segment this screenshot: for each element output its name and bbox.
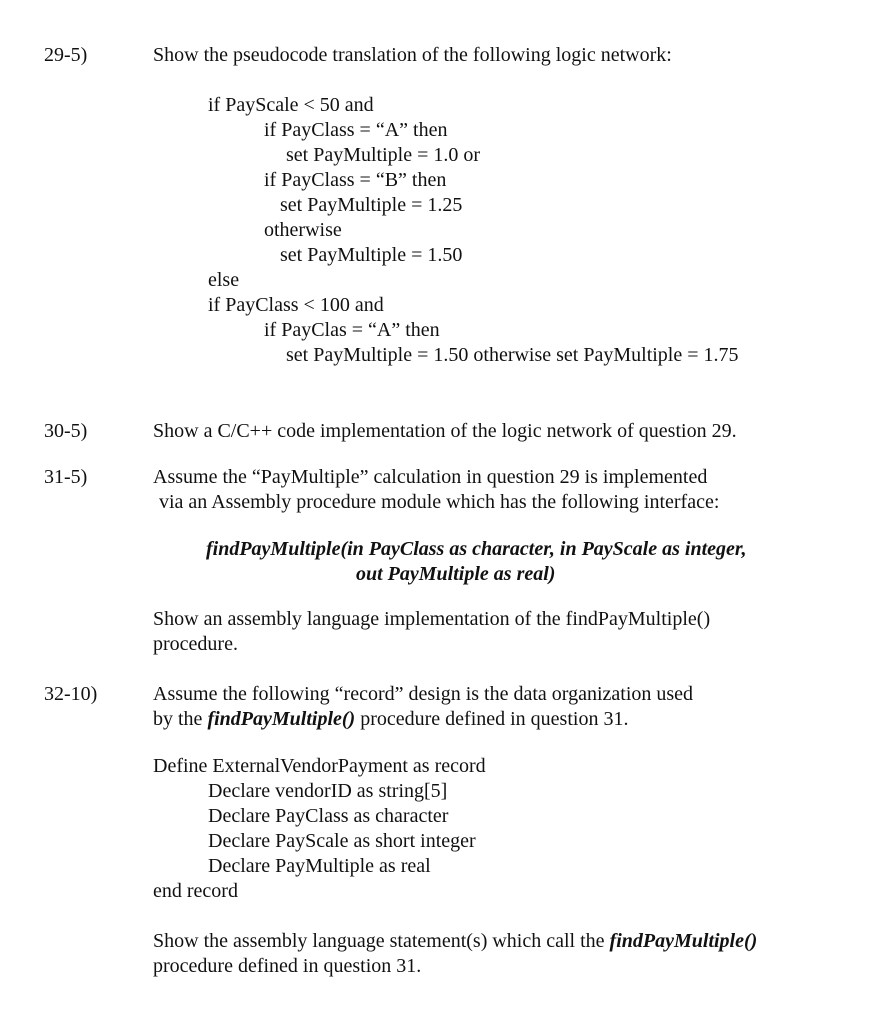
interface-signature-line: findPayMultiple(in PayClass as character, in PayScale as integer, — [206, 538, 747, 560]
question-31-prompt-line: Assume the “PayMultiple” calculation in question 29 is implemented — [153, 466, 708, 488]
record-line: Declare PayClass as character — [208, 805, 449, 827]
question-29-prompt: Show the pseudocode translation of the following logic network: — [153, 44, 672, 66]
pseudocode-line: if PayClas = “A” then — [264, 319, 440, 341]
pseudocode-line: otherwise — [264, 219, 342, 241]
pseudocode-line: if PayClass = “B” then — [264, 169, 447, 191]
question-31-task-line: procedure. — [153, 633, 238, 655]
pseudocode-line: set PayMultiple = 1.0 or — [286, 144, 481, 166]
pseudocode-line: else — [208, 269, 240, 291]
record-line: Declare PayMultiple as real — [208, 855, 431, 877]
question-31-number: 31-5) — [44, 466, 88, 488]
pseudocode-line: if PayScale < 50 and — [208, 94, 374, 116]
record-line: Define ExternalVendorPayment as record — [153, 755, 486, 777]
question-32-prompt-line: Assume the following “record” design is the data organization used — [153, 683, 694, 705]
question-32-number: 32-10) — [44, 683, 98, 705]
question-31-prompt-line: via an Assembly procedure module which has the following interface: — [159, 491, 720, 513]
task-text: Show the assembly language statement(s) which call the — [153, 930, 610, 952]
record-line: Declare vendorID as string[5] — [208, 780, 448, 802]
question-31-task-line: Show an assembly language implementation of the findPayMultiple() — [153, 608, 711, 630]
question-30-prompt: Show a C/C++ code implementation of the logic network of question 29. — [153, 420, 737, 442]
procedure-name: findPayMultiple() — [207, 708, 356, 730]
prompt-text: by the — [153, 708, 208, 730]
question-32-task-line — [153, 929, 757, 954]
procedure-name: findPayMultiple() — [609, 930, 758, 952]
question-32-prompt-line — [153, 707, 628, 732]
record-line: end record — [153, 880, 238, 902]
interface-signature-line: out PayMultiple as real) — [356, 563, 556, 585]
prompt-text: procedure defined in question 31. — [355, 708, 629, 730]
pseudocode-line: if PayClass < 100 and — [208, 294, 384, 316]
pseudocode-line: set PayMultiple = 1.50 otherwise set PayMultiple = 1.75 — [286, 344, 739, 366]
pseudocode-line: set PayMultiple = 1.50 — [280, 244, 463, 266]
question-30-number: 30-5) — [44, 420, 88, 442]
question-32-task-line: procedure defined in question 31. — [153, 955, 422, 977]
pseudocode-line: set PayMultiple = 1.25 — [280, 194, 463, 216]
record-line: Declare PayScale as short integer — [208, 830, 476, 852]
question-29-number: 29-5) — [44, 44, 88, 66]
pseudocode-line: if PayClass = “A” then — [264, 119, 448, 141]
